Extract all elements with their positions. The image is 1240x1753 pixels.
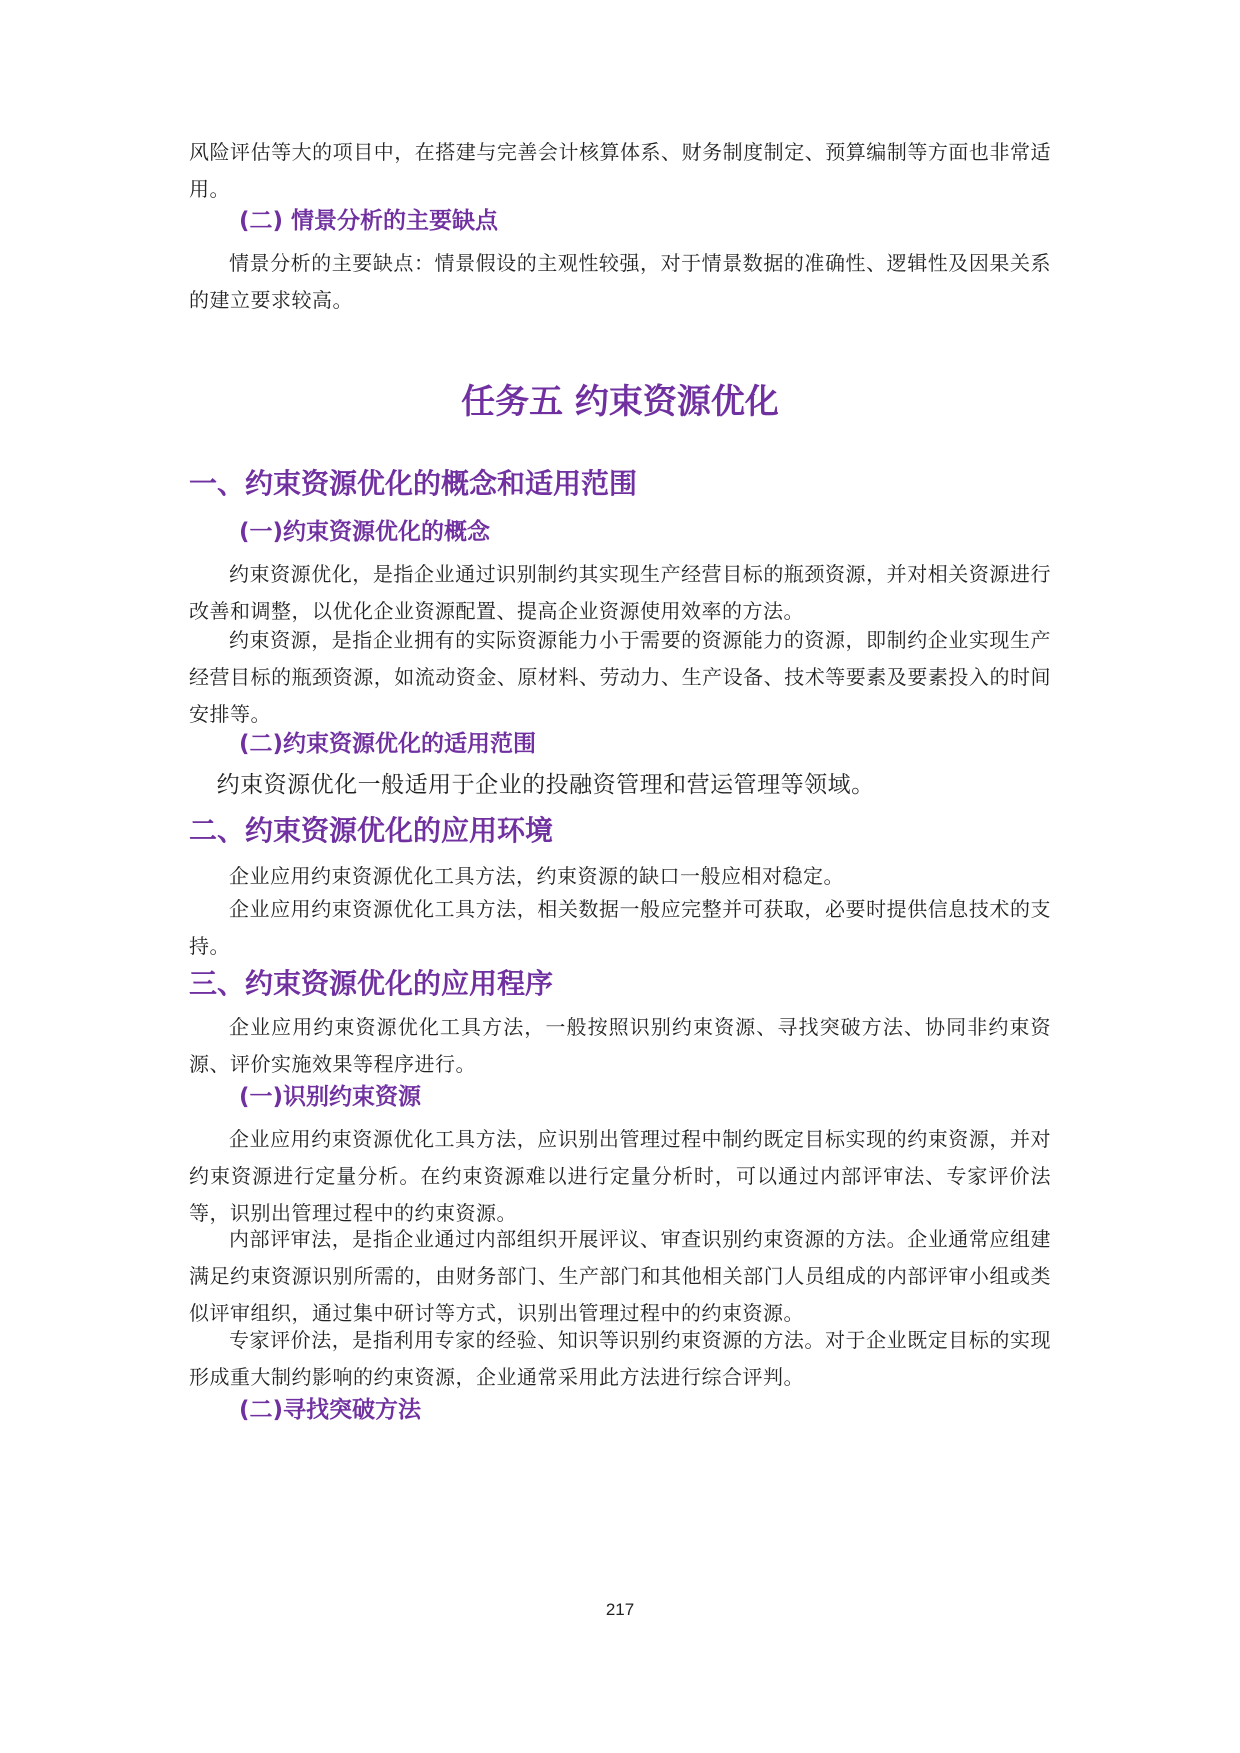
part2-heading: 二、约束资源优化的应用环境 [189,814,554,847]
part1-heading: 一、约束资源优化的概念和适用范围 [189,467,638,500]
part3-sub1-paragraph2: 内部评审法，是指企业通过内部组织开展评议、审查识别约束资源的方法。企业通常应组建满足约束资源识别所需的，由财务部门、生产部门和其他相关部门人员组成的内部评审小组或类似评审组织，通过集中研讨等方式，识别出管理过程中的约束资源。 [189,1227,1051,1325]
disadvantages-paragraph: 情景分析的主要缺点：情景假设的主观性较强，对于情景数据的准确性、逻辑性及因果关系的建立要求较高。 [189,251,1051,312]
part1-sub1-heading: (一)约束资源优化的概念 [239,519,491,545]
part2-paragraph1: 企业应用约束资源优化工具方法，约束资源的缺口一般应相对稳定。 [229,864,844,888]
part1-sub2-heading: (二)约束资源优化的适用范围 [239,731,537,757]
part3-sub2-heading: (二)寻找突破方法 [239,1397,422,1423]
part3-sub1-heading: (一)识别约束资源 [239,1084,422,1110]
page-number: 217 [605,1600,635,1619]
part1-sub1-paragraph1: 约束资源优化，是指企业通过识别制约其实现生产经营目标的瓶颈资源，并对相关资源进行改善和调整，以优化企业资源配置、提高企业资源使用效率的方法。 [189,562,1051,623]
task-title: 任务五 约束资源优化 [461,382,779,422]
section-heading-disadvantages: (二) 情景分析的主要缺点 [239,208,499,234]
part3-sub1-paragraph1: 企业应用约束资源优化工具方法，应识别出管理过程中制约既定目标实现的约束资源，并对约束资源进行定量分析。在约束资源难以进行定量分析时，可以通过内部评审法、专家评价法等，识别出管理过程中的约束资源。 [189,1127,1051,1225]
part3-heading: 三、约束资源优化的应用程序 [189,967,554,1000]
intro-paragraph: 风险评估等大的项目中，在搭建与完善会计核算体系、财务制度制定、预算编制等方面也非常适用。 [189,140,1051,201]
part3-sub1-paragraph3: 专家评价法，是指利用专家的经验、知识等识别约束资源的方法。对于企业既定目标的实现形成重大制约影响的约束资源，企业通常采用此方法进行综合评判。 [189,1328,1051,1389]
part1-sub2-paragraph: 约束资源优化一般适用于企业的投融资管理和营运管理等领域。 [216,772,875,798]
part3-paragraph1: 企业应用约束资源优化工具方法，一般按照识别约束资源、寻找突破方法、协同非约束资源、评价实施效果等程序进行。 [189,1015,1051,1076]
part1-sub1-paragraph2: 约束资源，是指企业拥有的实际资源能力小于需要的资源能力的资源，即制约企业实现生产经营目标的瓶颈资源，如流动资金、原材料、劳动力、生产设备、技术等要素及要素投入的时间安排等。 [189,628,1051,726]
part2-paragraph2: 企业应用约束资源优化工具方法，相关数据一般应完整并可获取，必要时提供信息技术的支持。 [189,897,1051,958]
